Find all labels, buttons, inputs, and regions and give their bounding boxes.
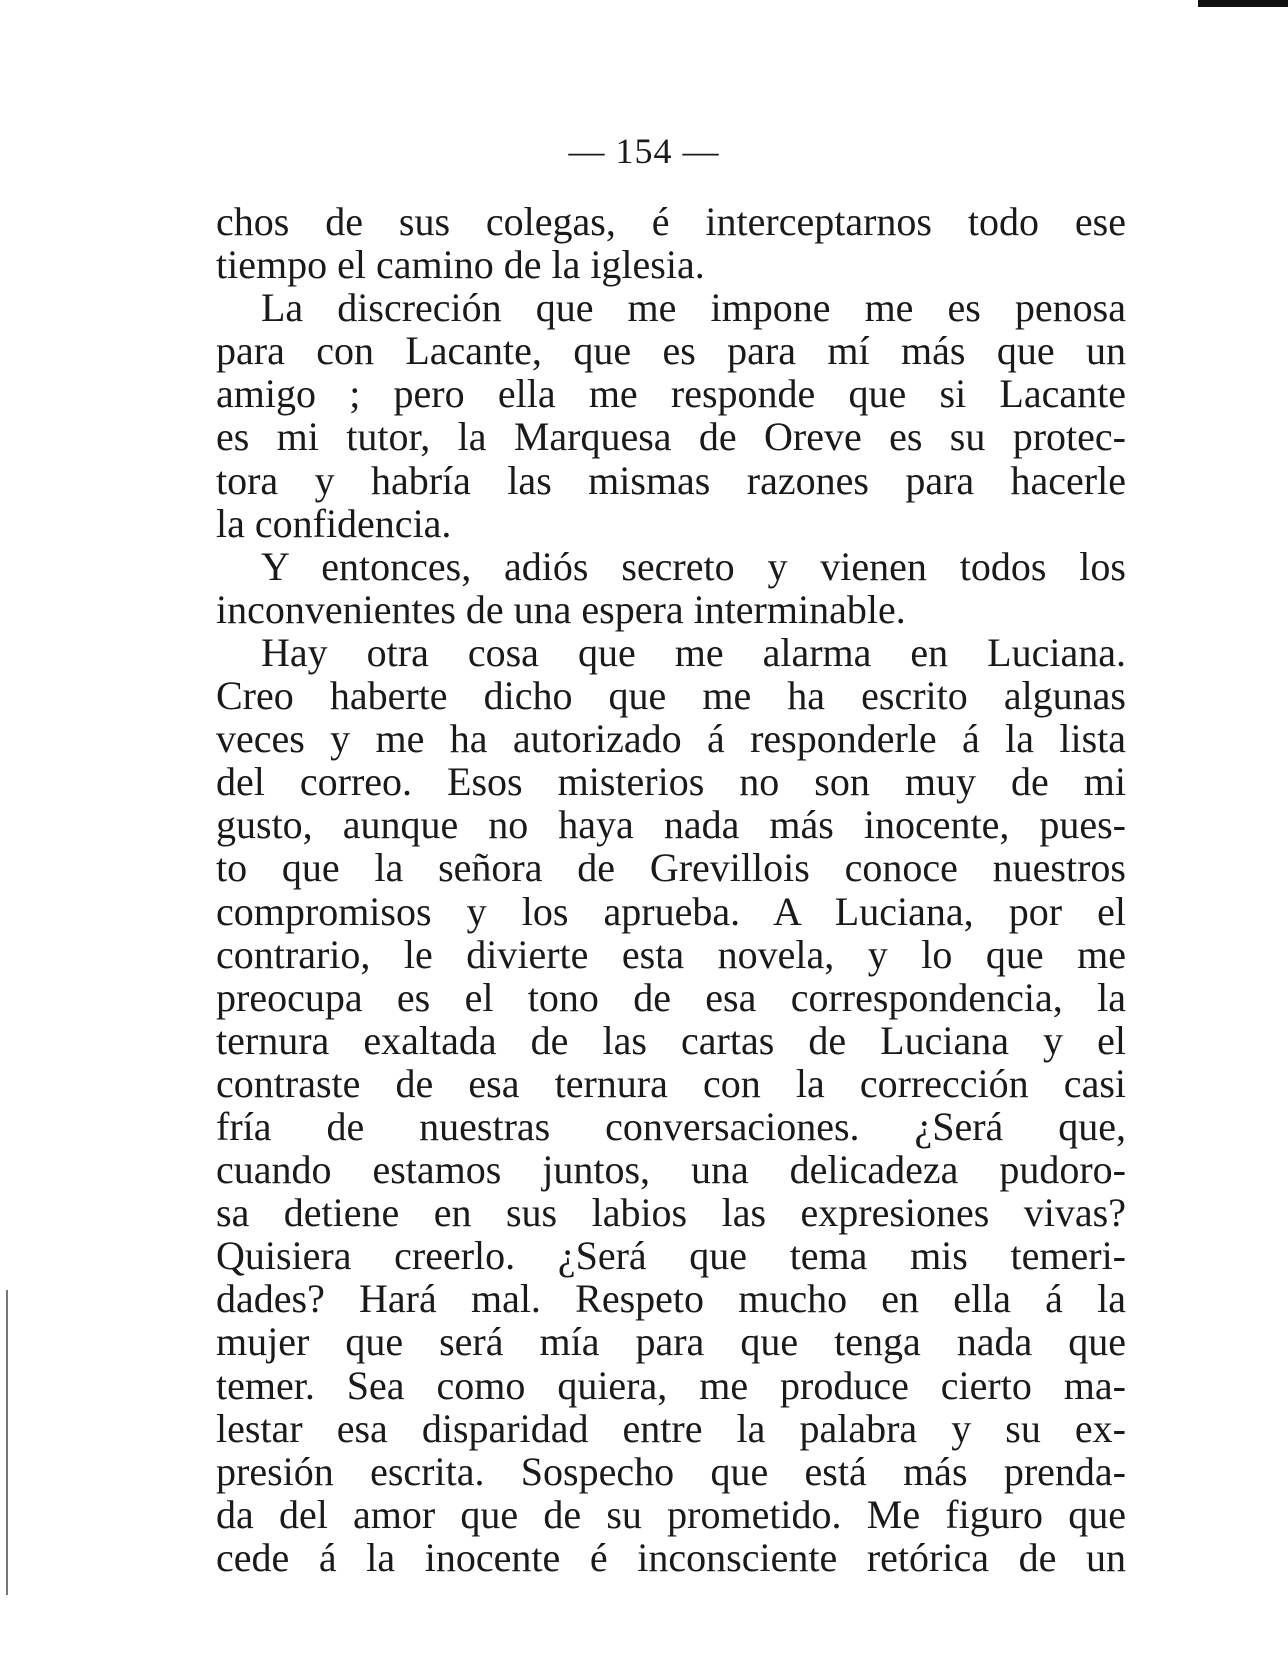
text-line: Creo haberte dicho que me ha escrito algunas [216, 673, 1126, 719]
text-line: gusto, aunque no haya nada más inocente, pues- [216, 802, 1126, 848]
scan-margin-line [6, 1290, 8, 1595]
text-line: inconvenientes de una espera interminable. [216, 586, 906, 632]
text-line: amigo ; pero ella me responde que si Lacante [216, 371, 1126, 417]
text-line: tiempo el camino de la iglesia. [216, 242, 705, 288]
text-line: chos de sus colegas, é interceptarnos todo ese [216, 199, 1126, 244]
text-line: del correo. Esos misterios no son muy de mi [216, 759, 1126, 805]
text-line: preocupa es el tono de esa correspondencia, la [216, 974, 1126, 1020]
text-line: da del amor que de su prometido. Me figuro que [216, 1491, 1126, 1537]
text-line: presión escrita. Sospecho que está más prenda- [216, 1448, 1126, 1494]
page-number: — 154 — [568, 131, 720, 171]
paragraph-first-line: Hay otra cosa que me alarma en Luciana. [261, 629, 1126, 675]
text-line: sa detiene en sus labios las expresiones vivas? [216, 1190, 1126, 1236]
scan-edge-mark [1198, 0, 1288, 7]
text-line: cuando estamos juntos, una delicadeza pudoro- [216, 1147, 1126, 1193]
text-line: ternura exaltada de las cartas de Luciana y el [216, 1017, 1126, 1063]
text-line: veces y me ha autorizado á responderle á la lista [216, 716, 1126, 762]
text-line: contrario, le divierte esta novela, y lo que me [216, 931, 1126, 977]
text-line: temer. Sea como quiera, me produce cierto ma- [216, 1362, 1126, 1408]
paragraph-first-line: Y entonces, adiós secreto y vienen todos los [261, 543, 1126, 589]
text-line: fría de nuestras conversaciones. ¿Será que, [216, 1103, 1126, 1149]
body-text [216, 200, 1126, 1579]
text-line: lestar esa disparidad entre la palabra y su ex- [216, 1405, 1126, 1451]
text-line: mujer que será mía para que tenga nada que [216, 1319, 1126, 1365]
text-line: dades? Hará mal. Respeto mucho en ella á la [216, 1276, 1126, 1322]
text-line: para con Lacante, que es para mí más que un [216, 328, 1126, 374]
text-line: Quisiera creerlo. ¿Será que tema mis temeri- [216, 1233, 1126, 1279]
text-line: contraste de esa ternura con la corrección casi [216, 1060, 1126, 1106]
text-line: to que la señora de Grevillois conoce nuestros [216, 845, 1126, 891]
text-line: compromisos y los aprueba. A Luciana, por el [216, 888, 1126, 934]
text-line: es mi tutor, la Marquesa de Oreve es su protec- [216, 414, 1126, 460]
text-line: la confidencia. [216, 500, 452, 546]
text-line: cede á la inocente é inconsciente retórica de un [216, 1534, 1126, 1580]
text-line: tora y habría las mismas razones para hacerle [216, 457, 1126, 503]
paragraph-first-line: La discreción que me impone me es penosa [261, 285, 1126, 331]
